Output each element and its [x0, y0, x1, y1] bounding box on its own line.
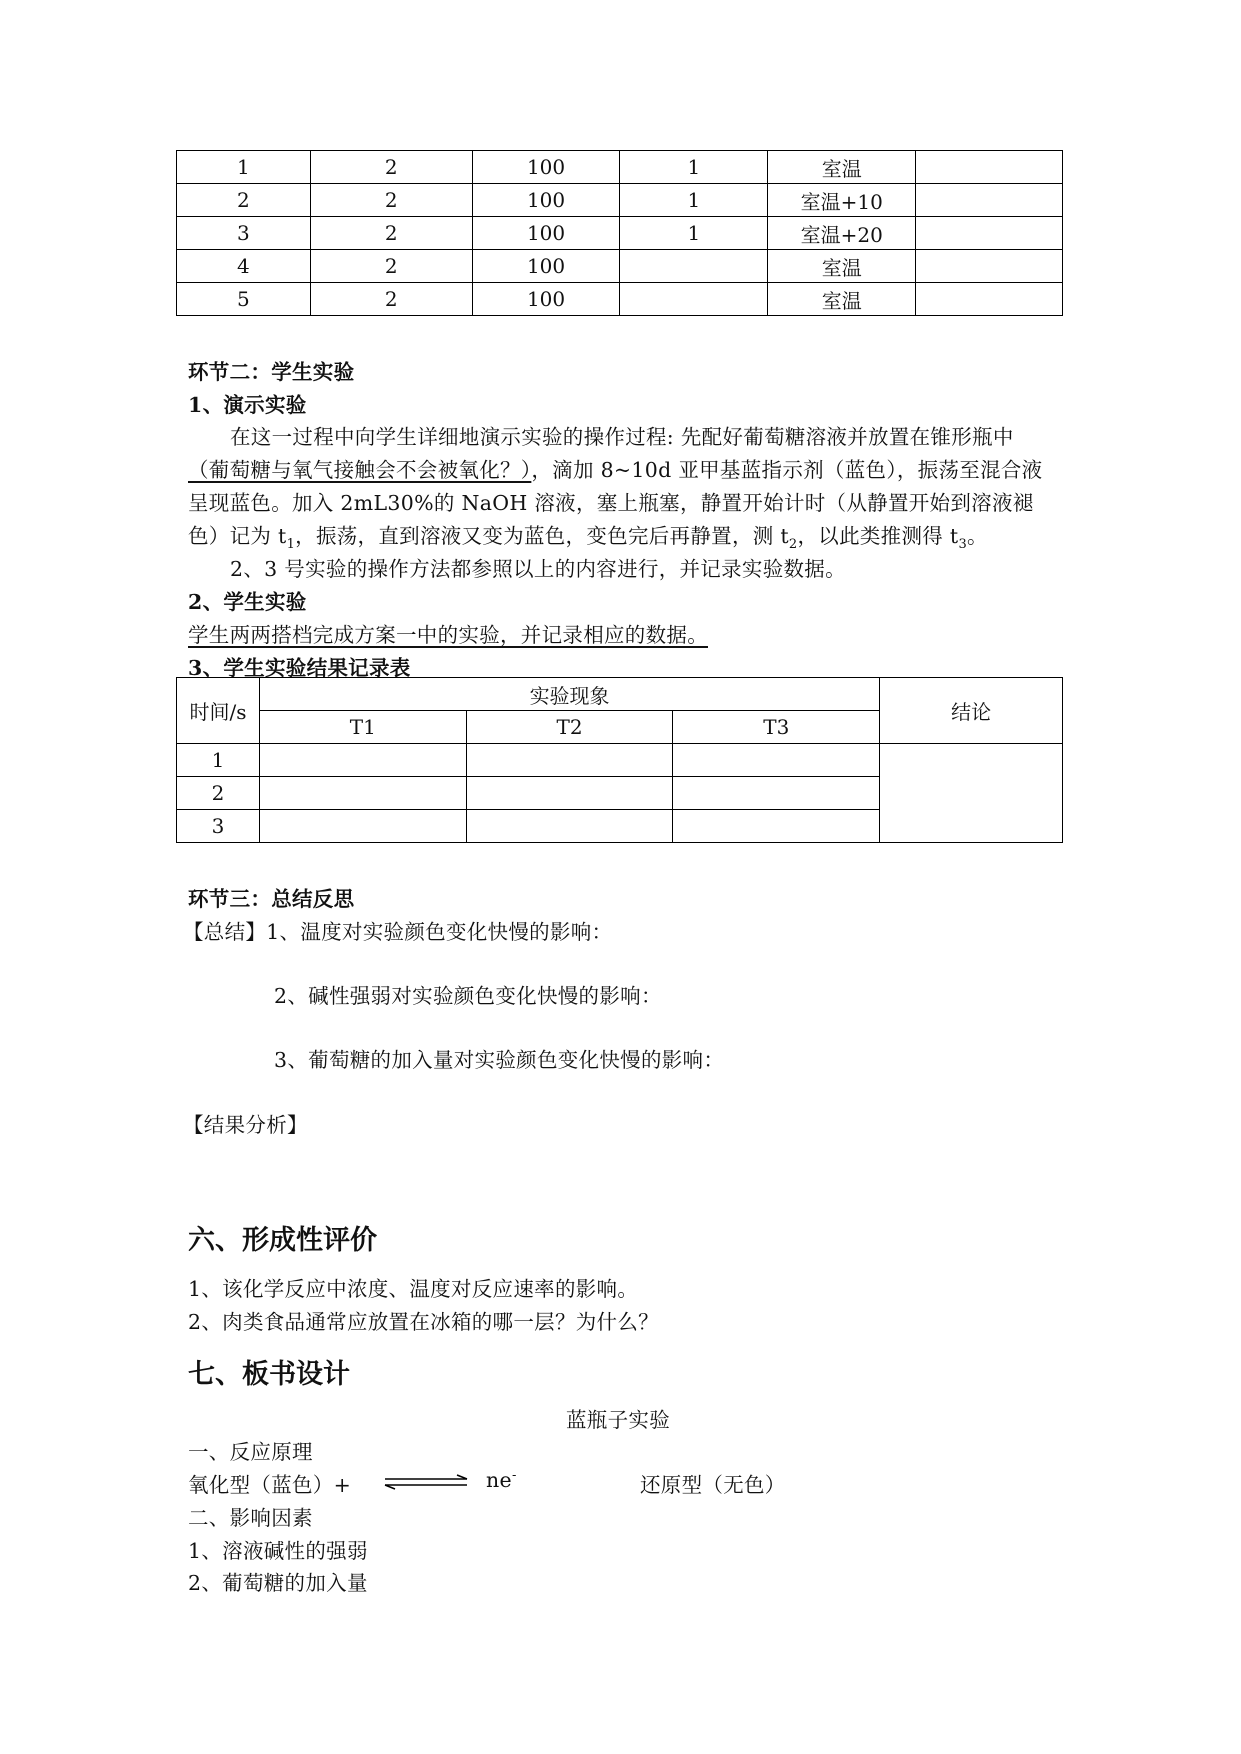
electron-term — [486, 1468, 517, 1492]
l4c: ，以此类推测得 t — [797, 524, 959, 548]
table-cell: 1 — [177, 151, 311, 184]
cell — [466, 777, 673, 810]
result-analysis-label: 【结果分析】 — [183, 1113, 308, 1137]
col-t3: T3 — [673, 711, 880, 744]
board-title: 蓝瓶子实验 — [566, 1408, 670, 1432]
factors-title: 二、影响因素 — [188, 1506, 313, 1530]
electron: ne — [486, 1468, 512, 1492]
cell — [466, 744, 673, 777]
l4-sub3: 3 — [958, 537, 968, 553]
table-cell — [620, 250, 768, 283]
table-cell: 100 — [472, 151, 620, 184]
electron-sup: - — [511, 1468, 517, 1484]
section-heading-formative-evaluation: 六、形成性评价 — [188, 1225, 377, 1256]
table-row — [177, 151, 1063, 184]
factor-1: 1、溶液碱性的强弱 — [188, 1539, 368, 1563]
table-cell — [916, 151, 1063, 184]
table-cell: 室温 — [768, 151, 916, 184]
demo-paragraph-line-2-rest: ，滴加 8~10d 亚甲基蓝指示剂（蓝色），振荡至混合液 — [531, 458, 1043, 482]
table-row — [177, 283, 1063, 316]
summary-item-2: 2、碱性强弱对实验颜色变化快慢的影响： — [274, 984, 662, 1008]
table-cell: 2 — [310, 151, 472, 184]
section-heading-summary: 环节三：总结反思 — [188, 887, 355, 911]
factor-2: 2、葡萄糖的加入量 — [188, 1571, 368, 1595]
experiment-plan-table — [176, 150, 1063, 316]
table-cell: 2 — [310, 250, 472, 283]
equilibrium-arrow-icon — [383, 1474, 469, 1490]
table-cell: 100 — [472, 283, 620, 316]
demo-paragraph-line-2 — [188, 453, 1042, 483]
table-cell: 室温+10 — [768, 184, 916, 217]
summary-item-1: 1、温度对实验颜色变化快慢的影响： — [266, 920, 613, 944]
table-cell: 4 — [177, 250, 311, 283]
l4-sub2: 2 — [788, 537, 798, 553]
student-experiment-text: 学生两两搭档完成方案一中的实验，并记录相应的数据。 — [188, 623, 708, 647]
table-cell: 室温 — [768, 250, 916, 283]
section-heading-board-design: 七、板书设计 — [188, 1359, 350, 1390]
table-cell: 室温+20 — [768, 217, 916, 250]
table-cell — [916, 250, 1063, 283]
table-cell: 1 — [620, 184, 768, 217]
table-cell — [916, 283, 1063, 316]
l4a: 色）记为 t — [188, 524, 287, 548]
cell — [466, 810, 673, 843]
cell — [673, 810, 880, 843]
table-cell: 室温 — [768, 283, 916, 316]
cell — [259, 810, 466, 843]
cell — [673, 777, 880, 810]
section-heading-student-experiment: 环节二：学生实验 — [188, 360, 355, 384]
table-cell: 2 — [310, 217, 472, 250]
table-cell: 100 — [472, 217, 620, 250]
cell — [259, 744, 466, 777]
demo-paragraph-line-4 — [188, 519, 988, 552]
row-label-1: 1 — [177, 744, 260, 777]
table-cell: 1 — [620, 151, 768, 184]
summary-item-3: 3、葡萄糖的加入量对实验颜色变化快慢的影响： — [274, 1048, 725, 1072]
table-cell: 100 — [472, 250, 620, 283]
demo-paragraph-2: 2、3 号实验的操作方法都参照以上的内容进行，并记录实验数据。 — [230, 557, 846, 581]
table-cell: 3 — [177, 217, 311, 250]
oxidized-form: 氧化型（蓝色）+ — [188, 1473, 352, 1497]
cell — [673, 744, 880, 777]
demo-paragraph-line-3: 呈现蓝色。加入 2mL30%的 NaOH 溶液，塞上瓶塞，静置开始计时（从静置开始到溶液褪 — [188, 491, 1034, 515]
row-label-3: 3 — [177, 810, 260, 843]
demo-experiment-title: 1、演示实验 — [188, 393, 307, 417]
evaluation-question-2: 2、肉类食品通常应放置在冰箱的哪一层？为什么？ — [188, 1310, 659, 1334]
principle-title: 一、反应原理 — [188, 1440, 313, 1464]
cell — [259, 777, 466, 810]
table-cell: 2 — [310, 283, 472, 316]
oxidation-question: （葡萄糖与氧气接触会不会被氧化？） — [188, 458, 532, 482]
conclusion-cell — [880, 744, 1063, 843]
evaluation-question-1: 1、该化学反应中浓度、温度对反应速率的影响。 — [188, 1277, 639, 1301]
table-cell — [620, 283, 768, 316]
reduced-form: 还原型（无色） — [640, 1473, 786, 1497]
col-t1: T1 — [259, 711, 466, 744]
table-cell: 5 — [177, 283, 311, 316]
table-row — [177, 184, 1063, 217]
summary-label: 【总结】 — [183, 920, 267, 944]
table-row — [177, 217, 1063, 250]
table-row — [177, 250, 1063, 283]
table-cell — [916, 184, 1063, 217]
table-cell — [916, 217, 1063, 250]
student-experiment-title: 2、学生实验 — [188, 590, 307, 614]
row-label-2: 2 — [177, 777, 260, 810]
record-table-title: 3、学生实验结果记录表 — [188, 656, 411, 680]
phenomenon-header: 实验现象 — [259, 678, 879, 711]
l4b: ，振荡，直到溶液又变为蓝色，变色完后再静置，测 t — [295, 524, 789, 548]
conclusion-header: 结论 — [880, 678, 1063, 744]
summary-item-1-line — [183, 915, 612, 945]
table-cell: 2 — [177, 184, 311, 217]
results-record-table — [176, 677, 1063, 843]
time-header: 时间/s — [177, 678, 260, 744]
l4d: 。 — [967, 524, 988, 548]
table-cell: 2 — [310, 184, 472, 217]
demo-paragraph-line-1: 在这一过程中向学生详细地演示实验的操作过程: 先配好葡萄糖溶液并放置在锥形瓶中 — [230, 425, 1014, 449]
table-cell: 100 — [472, 184, 620, 217]
l4-sub1: 1 — [286, 537, 296, 553]
table-cell: 1 — [620, 217, 768, 250]
col-t2: T2 — [466, 711, 673, 744]
